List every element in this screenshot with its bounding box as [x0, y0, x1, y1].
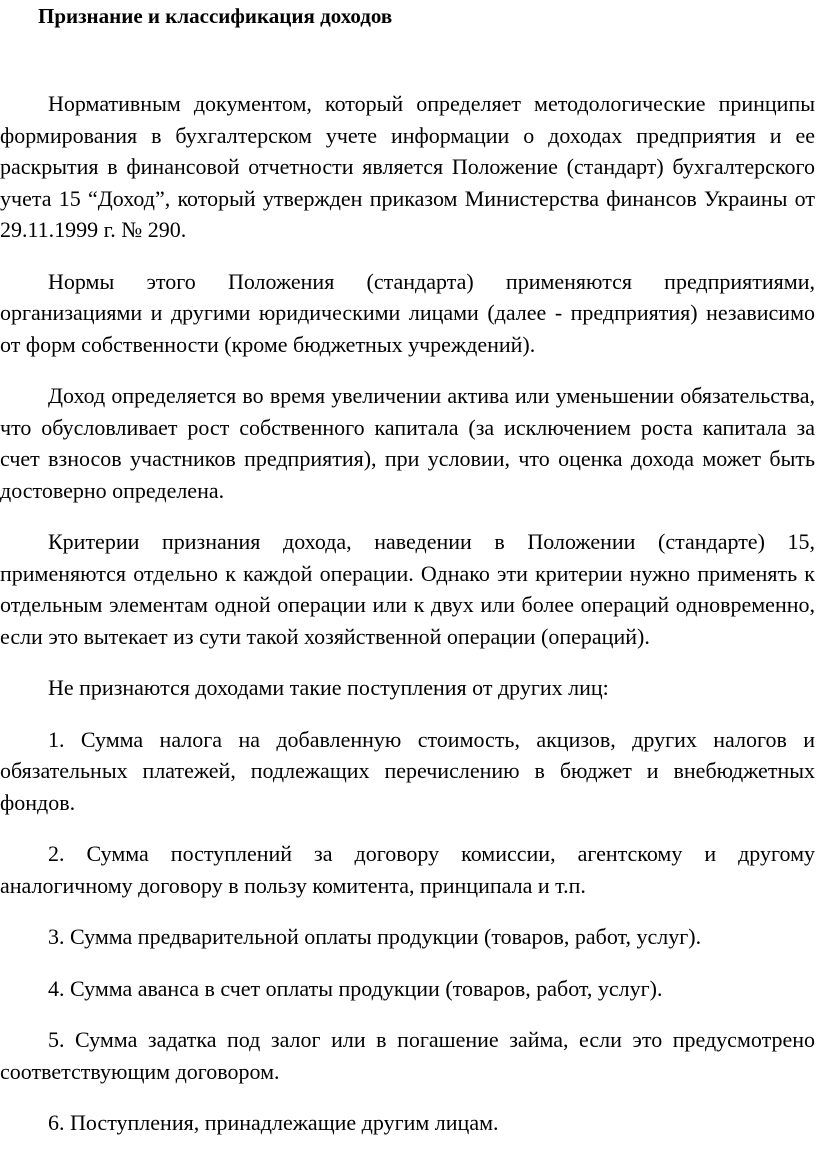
list-item: 2. Сумма поступлений за договору комиссии, агентскому и другому аналогичному договору в пользу комитента, принципала и т.п. [0, 841, 815, 898]
paragraph-recognition-criteria: Критерии признания дохода, наведении в Положении (стандарте) 15, применяются отдельно к каждой операции. Однако эти критерии нужно применять к отдельным элементам одной операции или к двух или более операций одновременно, если это вытекает из сути такой хозяйственной операции (операций). [0, 529, 815, 649]
list-item: 3. Сумма предварительной оплаты продукции (товаров, работ, услуг). [48, 924, 702, 949]
list-item: 1. Сумма налога на добавленную стоимость, акцизов, других налогов и обязательных платежей, подлежащих перечислению в бюджет и внебюджетных фондов. [0, 726, 815, 815]
paragraph-exclusions-intro: Не признаются доходами такие поступления от других лиц: [48, 675, 609, 700]
paragraph-normative-document: Нормативным документом, который определяет методологические принципы формирования в бухгалтерском учете информации о доходах предприятия и ее раскрытия в финансовой отчетности является Положение (стандарт) бухгалтерского учета 15 “Доход”, который утвержден приказом Министерства финансов Украины от 29.11.1999 г. № 290. [0, 91, 815, 242]
paragraph-scope: Нормы этого Положения (стандарта) применяются предприятиями, организациями и другими юридическими лицами (далее - предприятия) независимо от форм собственности (кроме бюджетных учреждений). [0, 268, 815, 357]
list-item: 4. Сумма аванса в счет оплаты продукции (товаров, работ, услуг). [48, 975, 663, 1001]
document-body [0, 88, 815, 1159]
list-item: 6. Поступления, принадлежащие другим лицам. [48, 1110, 499, 1135]
document-title: Признание и классификация доходов [38, 4, 393, 28]
paragraph-income-definition: Доход определяется во время увеличении актива или уменьшении обязательства, что обусловливает рост собственного капитала (за исключением роста капитала за счет взносов участников предприятия), при условии, что оценка дохода может быть достоверно определена. [0, 383, 815, 503]
list-item: 5. Сумма задатка под залог или в погашение займа, если это предусмотрено соответствующим договором. [0, 1027, 815, 1084]
